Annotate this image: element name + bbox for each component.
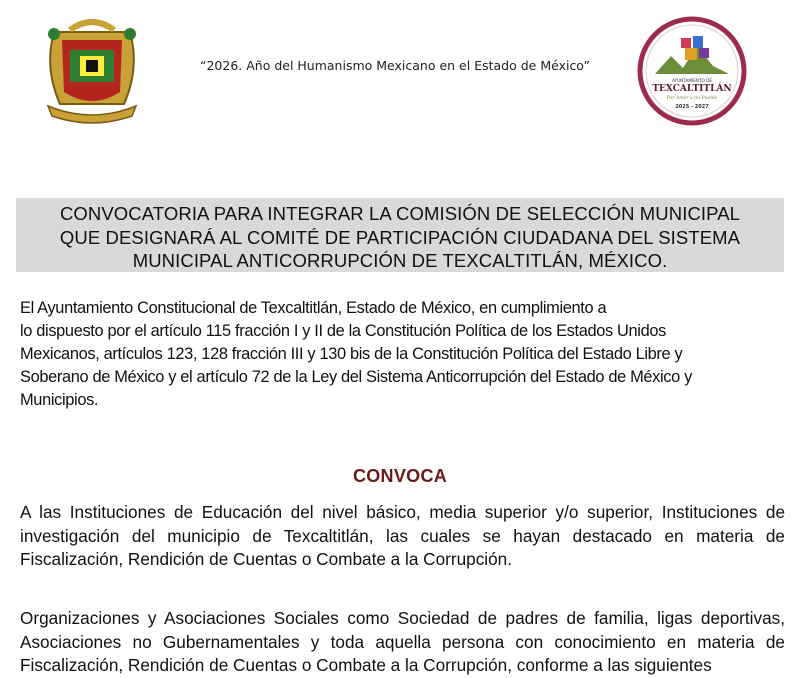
seal-motto: Por Amor a mi Pueblo: [666, 96, 718, 101]
municipal-shield-icon: [40, 12, 144, 124]
seal-years: 2025 - 2027: [675, 104, 709, 110]
title-line: MUNICIPAL ANTICORRUPCIÓN DE TEXCALTITLÁN, MÉXICO.: [132, 250, 668, 271]
title-line: CONVOCATORIA PARA INTEGRAR LA COMISIÓN DE SELECCIÓN MUNICIPAL: [59, 203, 741, 224]
intro-paragraph: [20, 297, 784, 412]
title-line: QUE DESIGNARÁ AL COMITÉ DE PARTICIPACIÓN CIUDADANA DEL SISTEMA: [59, 226, 741, 248]
seal-name: TEXCALTITLÁN: [652, 84, 732, 94]
intro-line: Mexicanos, artículos 123, 128 fracción III y 130 bis de la Constitución Política del Estado Libre y: [20, 345, 683, 363]
intro-line: Soberano de México y el artículo 72 de la Ley del Sistema Anticorrupción del Estado de México y: [20, 368, 692, 386]
seal-top-text: AYUNTAMIENTO DE: [671, 78, 713, 83]
organizations-paragraph: Organizaciones y Asociaciones Sociales como Sociedad de padres de familia, ligas deportivas, Asociaciones no Gubernamentales y toda aquella persona con conocimiento en materia de Fiscalización, Rendición de Cuentas o Combate a la Corrupción, conforme a las siguientes: [20, 608, 785, 675]
intro-line: lo dispuesto por el artículo 115 fracción I y II de la Constitución Política de los Estados Unidos: [20, 322, 666, 340]
intro-line: El Ayuntamiento Constitucional de Texcaltitlán, Estado de México, en cumplimiento a: [20, 299, 607, 317]
institutions-paragraph: A las Instituciones de Educación del nivel básico, media superior y/o superior, Instituciones de investigación del municipio de Texcaltitlán, las cuales se hayan destacado en materia de Fiscalización, Rendición de Cuentas o Combate a la Corrupción.: [20, 502, 785, 569]
convoca-heading: CONVOCA: [352, 466, 448, 486]
intro-line: Municipios.: [20, 391, 99, 409]
municipal-seal-icon: [637, 16, 747, 126]
year-slogan: “2026. Año del Humanismo Mexicano en el Estado de México”: [200, 58, 590, 73]
letterhead: [0, 0, 800, 140]
convocatoria-title: [16, 198, 784, 272]
